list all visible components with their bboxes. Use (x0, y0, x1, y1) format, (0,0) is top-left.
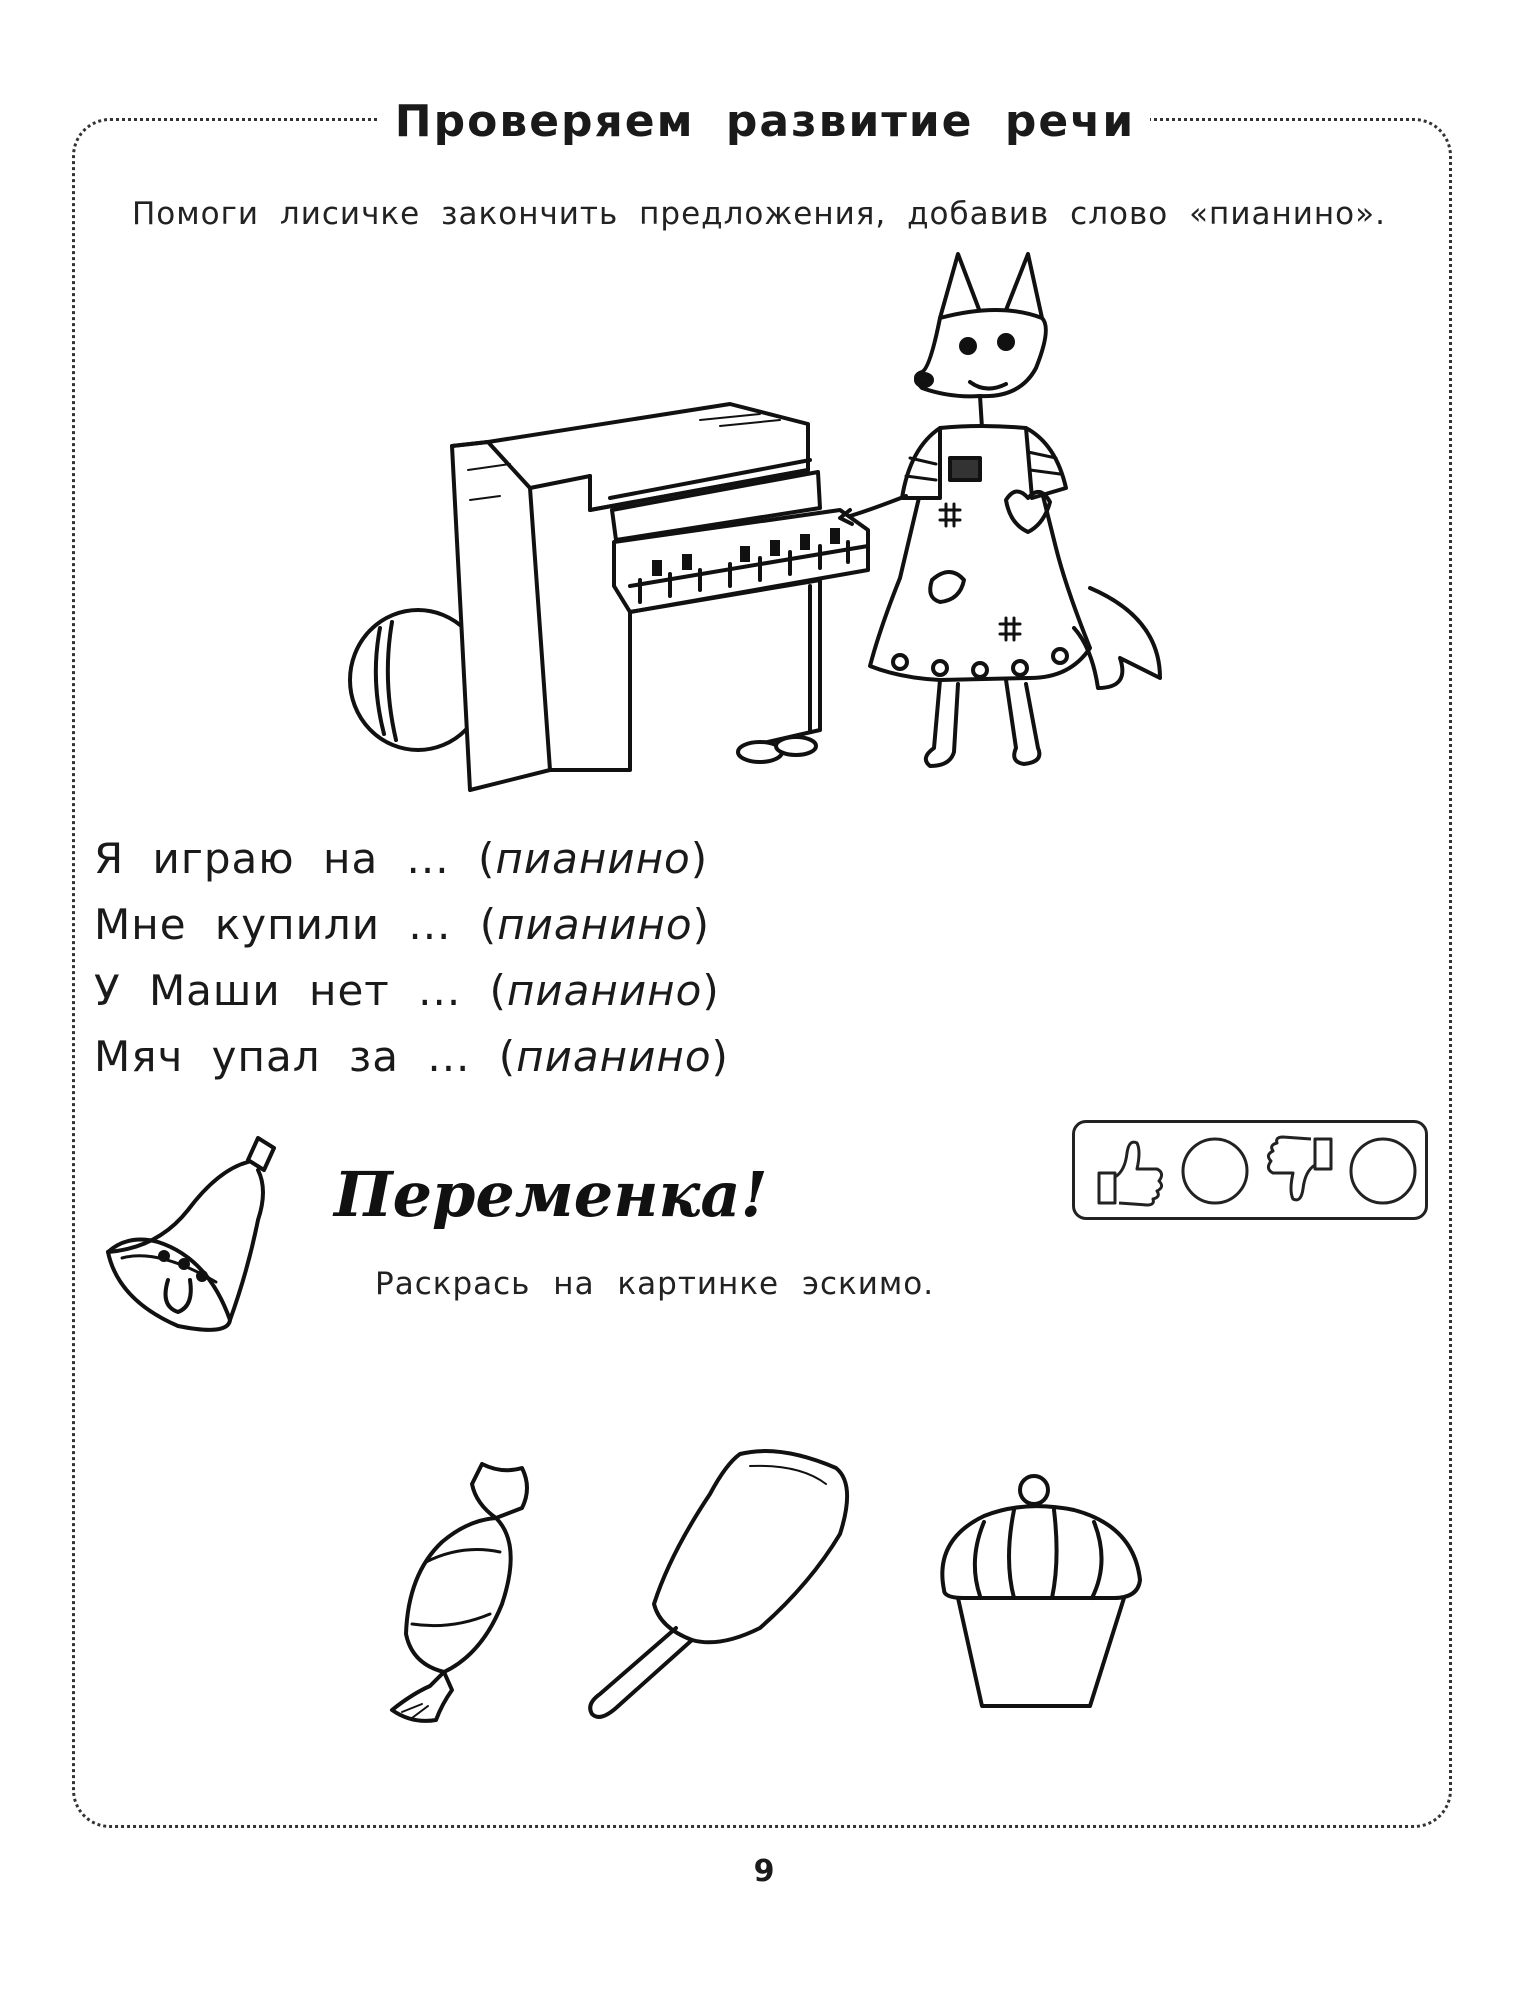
answer-word: пианино (516, 1032, 712, 1081)
bell-icon (98, 1130, 288, 1340)
sentence-list (94, 826, 729, 1090)
thumbs-up-icon (1089, 1133, 1169, 1209)
sentence-item: Я играю на ... (пианино) (94, 834, 709, 883)
page-title: Проверяем развитие речи (394, 95, 1136, 147)
title-banner (380, 86, 1150, 156)
cupcake-icon (924, 1470, 1184, 1730)
candy-icon (372, 1454, 552, 1734)
sentence-item: Мяч упал за ... (пианино) (94, 1032, 729, 1081)
break-instruction: Раскрась на картинке эскимо. (375, 1266, 935, 1302)
sentence-item: У Маши нет ... (пианино) (94, 966, 720, 1015)
circle-checkbox[interactable] (1179, 1135, 1251, 1207)
self-assessment-box (1072, 1120, 1428, 1220)
thumbs-down-icon (1261, 1133, 1341, 1209)
page-number: 9 (753, 1854, 775, 1889)
answer-word: пианино (495, 834, 691, 883)
ice-cream-icon (580, 1444, 870, 1734)
fox-illustration (830, 248, 1190, 788)
answer-word: пианино (497, 900, 693, 949)
sentence-item: Мне купили ... (пианино) (94, 900, 710, 949)
piano-illustration (340, 390, 900, 800)
break-title: Переменка! (334, 1158, 768, 1231)
circle-checkbox[interactable] (1347, 1135, 1419, 1207)
task-instruction: Помоги лисичке закончить предложения, добавив слово «пианино». (132, 196, 1386, 232)
answer-word: пианино (506, 966, 703, 1015)
